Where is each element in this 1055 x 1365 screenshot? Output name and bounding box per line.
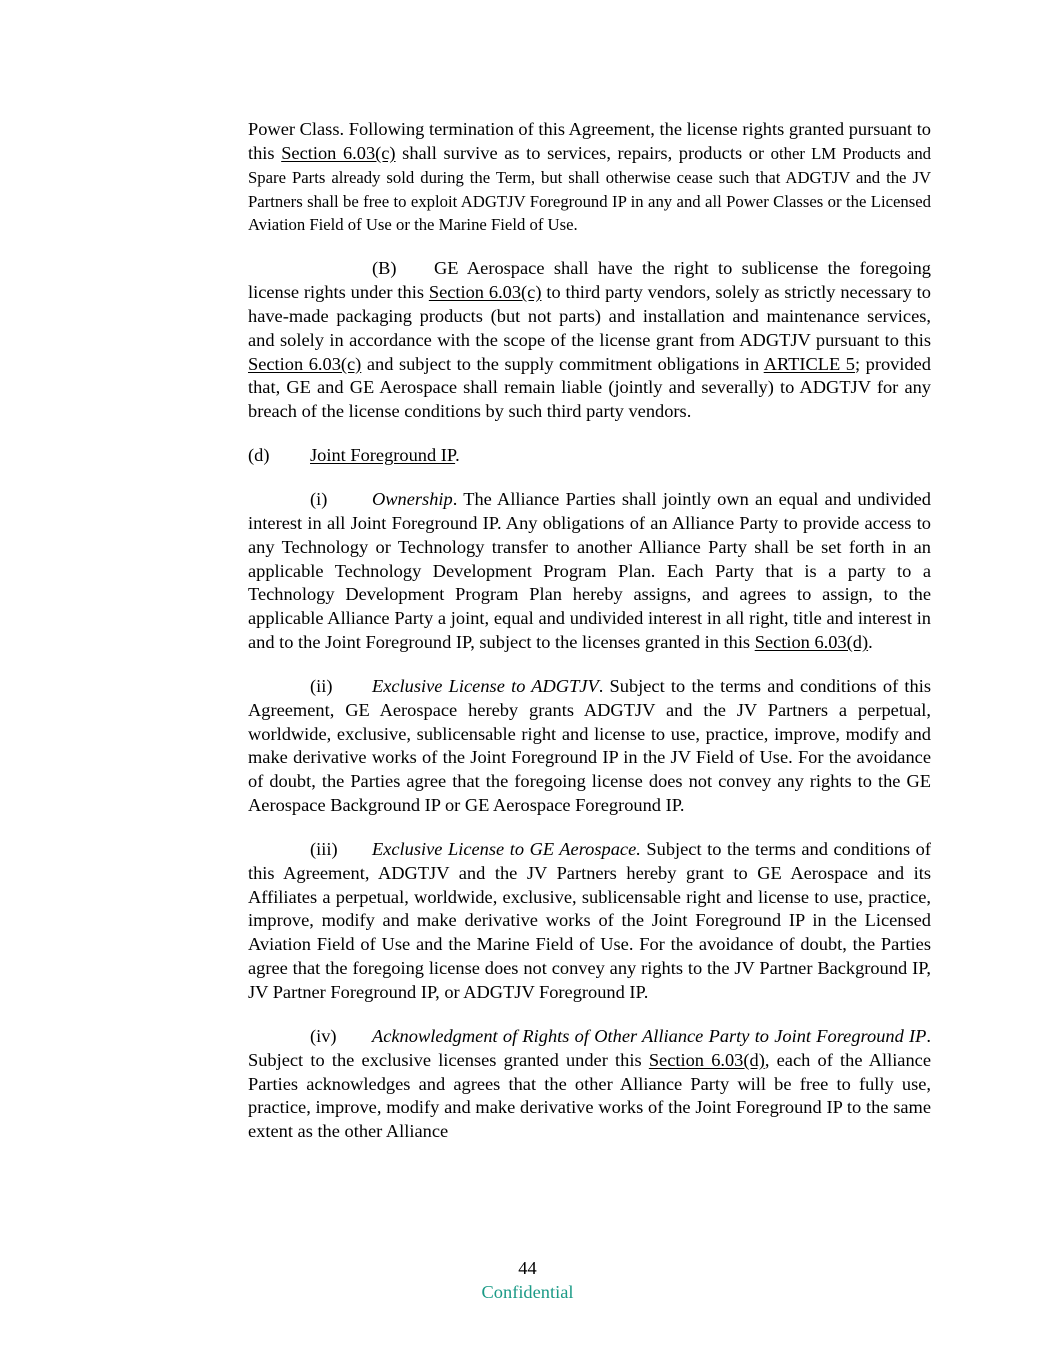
page-number: 44 [518, 1258, 537, 1278]
paragraph-i-text-1: . The Alliance Parties shall jointly own an equal and undivided interest in all Joint Foreground IP. Any obligations of an Alliance Party to provide access to any Technology or Technology transfer to another Alliance Party shall be set forth in an applicable Technology Development Program Plan. Each Party that is a party to a Technology Development Program Plan hereby assigns, and agrees to assign, to the applicable Alliance Party a joint, equal and undivided interest in all right, title and interest in and to the Joint Foreground IP, subject to the licenses granted in this [248, 488, 931, 653]
section-ref-6-03-c: Section 6.03(c) [281, 142, 396, 163]
paragraph-iv-text-2: , each of the Alliance Parties acknowledges and agrees that the other Alliance Party will be free to fully use, practice, improve, modify and make derivative works of the Joint Foreground IP to the same extent as the other Alliance [248, 1049, 931, 1142]
paragraph-i-label: (i) [310, 488, 328, 509]
paragraph-ii-title: Exclusive License to ADGTJV [372, 675, 599, 696]
paragraph-iv-acknowledgment [248, 1025, 931, 1144]
power-class-text-3: other LM Products and Spare Parts already sold during the Term, but shall otherwise cease such that ADGTJV and the JV Partners shall be free to exploit ADGTJV Foreground IP in any and all Power Classes or the Licensed Aviation Field of Use or the Marine Field of Use. [248, 143, 932, 235]
section-ref-6-03-d: Section 6.03(d) [648, 1049, 765, 1070]
document-body [248, 118, 931, 1144]
paragraph-iv-label: (iv) [310, 1025, 337, 1046]
paragraph-b [248, 257, 931, 424]
paragraph-d-period: . [455, 445, 460, 466]
power-class-text-1: Power Class. Following termination of this Agreement, the license rights granted pursuant to this [248, 119, 931, 163]
paragraph-d-label: (d) [248, 445, 270, 466]
paragraph-b-text-1: GE Aerospace shall have the right to sublicense the foregoing license rights under this [248, 258, 931, 303]
paragraph-b-text-3: and subject to the supply commitment obligations in [361, 353, 764, 374]
paragraph-b-text-4: ; provided that, GE and GE Aerospace shall remain liable (jointly and severally) to ADGTJV for any breach of the license conditions by such third party vendors. [248, 353, 931, 422]
paragraph-ii-text-1: . Subject to the terms and conditions of this Agreement, GE Aerospace hereby grants ADGTJV and the JV Partners a perpetual, worldwide, exclusive, sublicensable right and license to use, practice, improve, modify and make derivative works of the Joint Foreground IP in the JV Field of Use. For the avoidance of doubt, the Parties agree that the foregoing license does not convey any rights to the GE Aerospace Background IP or GE Aerospace Foreground IP. [248, 675, 931, 816]
paragraph-iii-label: (iii) [310, 838, 338, 859]
paragraph-d-heading [248, 444, 931, 468]
paragraph-i-ownership [248, 488, 931, 655]
paragraph-iv-title: Acknowledgment of Rights of Other Alliance Party to Joint Foreground IP [372, 1025, 927, 1046]
paragraph-b-text-2: to third party vendors, solely as strictly necessary to have-made packaging products (but not parts) and installation and maintenance services, and solely in accordance with the scope of the license grant from ADGTJV pursuant to this [248, 282, 931, 350]
section-ref-6-03-c: Section 6.03(c) [248, 353, 362, 374]
paragraph-iv-text-1: . Subject to the exclusive licenses granted under this [248, 1025, 931, 1070]
power-class-text-2: shall survive as to services, repairs, products or [395, 142, 771, 163]
joint-foreground-ip-heading: Joint Foreground IP [310, 445, 456, 466]
paragraph-ii-exclusive-license-adgtjv [248, 675, 931, 818]
paragraph-iii-title: Exclusive License to GE Aerospace. [372, 838, 641, 859]
paragraph-power-class [248, 118, 931, 237]
section-ref-6-03-d: Section 6.03(d) [754, 632, 869, 653]
paragraph-i-text-2: . [868, 632, 873, 653]
paragraph-ii-label: (ii) [310, 675, 333, 696]
paragraph-iii-text-1: Subject to the terms and conditions of this Agreement, ADGTJV and the JV Partners hereby grant to GE Aerospace and its Affiliates a perpetual, worldwide, exclusive, sublicensable right and license to use, practice, improve, modify and make derivative works of the Joint Foreground IP in the Licensed Aviation Field of Use and the Marine Field of Use. For the avoidance of doubt, the Parties agree that the foregoing license does not convey any rights to the JV Partner Background IP, JV Partner Foreground IP, or ADGTJV Foreground IP. [248, 838, 931, 1002]
paragraph-i-title: Ownership [372, 488, 453, 509]
section-ref-6-03-c: Section 6.03(c) [428, 282, 542, 303]
confidential-label: Confidential [481, 1282, 574, 1302]
article-ref-5: ARTICLE 5 [763, 353, 855, 374]
paragraph-iii-exclusive-license-ge [248, 838, 931, 1005]
paragraph-b-label: (B) [372, 258, 397, 279]
